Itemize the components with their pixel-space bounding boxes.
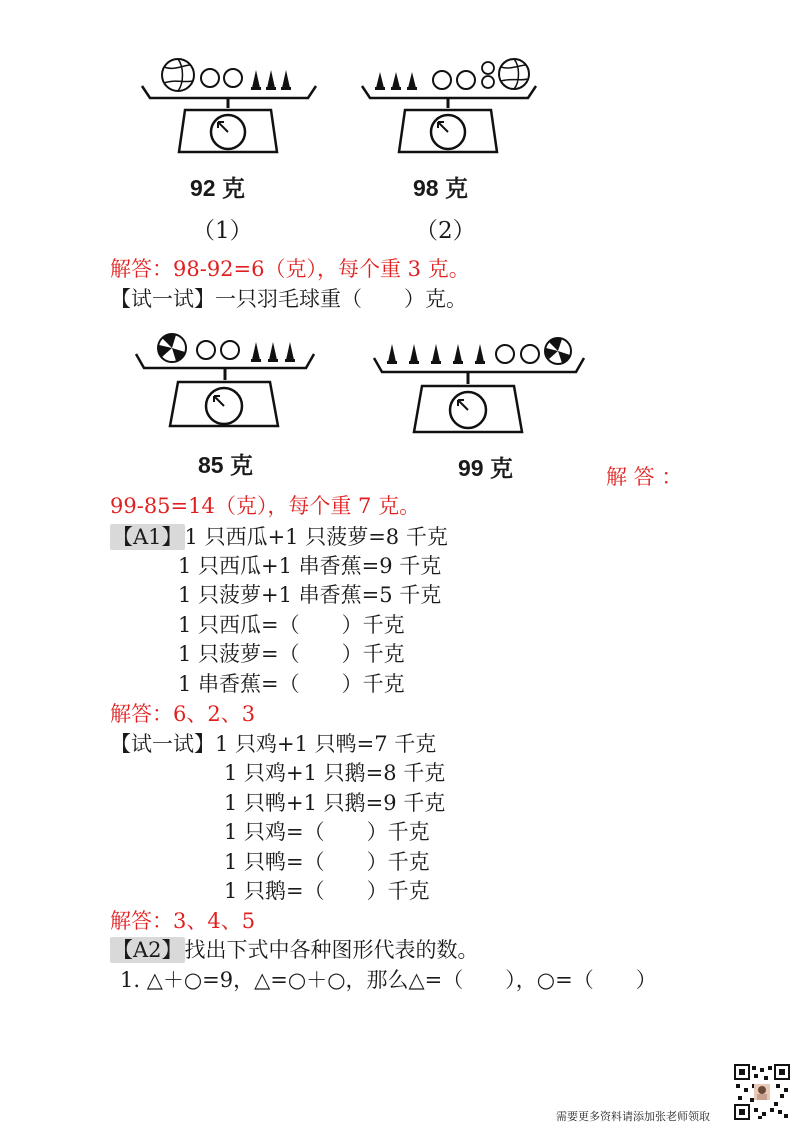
try2-line-4: 1 只鸡=（ ）千克: [224, 820, 430, 844]
scale-2-label: （2）: [415, 218, 476, 244]
ball-icon: [433, 71, 451, 89]
a1-line-6: 1 串香蕉=（ ）千克: [178, 672, 405, 696]
shuttlecock-icon: [251, 70, 261, 90]
scale-1-weight: 92 克: [190, 175, 245, 201]
shuttlecock-icon: [453, 344, 463, 364]
a2-text: 找出下式中各种图形代表的数。: [184, 938, 479, 962]
a1-text: 1 只西瓜+1 只菠萝=8 千克: [184, 525, 448, 549]
shuttlecock-icon: [431, 344, 441, 364]
a1-line-2: 1 只西瓜+1 串香蕉=9 千克: [178, 554, 442, 578]
ball-icon: [482, 62, 494, 88]
ball-icon: [197, 341, 215, 359]
a1-answer: 解答：6、2、3: [110, 702, 256, 726]
scale-2-weight: 98 克: [413, 175, 468, 201]
scale-3-weight: 85 克: [198, 452, 253, 478]
ball-icon: [496, 345, 514, 363]
try2-line-3: 1 只鸭+1 只鹅=9 千克: [224, 791, 446, 815]
a2-heading: [110, 937, 479, 963]
fan-ball-icon: [158, 334, 186, 362]
ball-icon: [221, 341, 239, 359]
shuttlecock-icon: [268, 342, 278, 362]
try2-line-1: [110, 731, 436, 757]
shuttlecock-icon: [387, 344, 397, 364]
scale-3-85g: [130, 330, 320, 430]
scale-4-weight: 99 克: [458, 455, 513, 481]
volleyball-icon: [162, 59, 194, 91]
a1-line-3: 1 只菠萝+1 串香蕉=5 千克: [178, 583, 442, 607]
a1-line-1: [110, 524, 448, 550]
shuttlecock-icon: [266, 70, 276, 90]
shuttlecock-icon: [391, 72, 401, 90]
shuttlecock-icon: [281, 70, 291, 90]
shuttlecock-icon: [375, 72, 385, 90]
scale-1-label: （1）: [192, 218, 253, 244]
try2-answer: 解答：3、4、5: [110, 909, 256, 933]
a1-tag: 【A1】: [112, 525, 183, 549]
answer-2-label: 解 答 ：: [606, 465, 683, 489]
shuttlecock-icon: [285, 342, 295, 362]
scale-2-98g: [360, 58, 540, 158]
shuttlecock-icon: [475, 344, 485, 364]
answer-2: 99-85=14（克），每个重 7 克。: [110, 494, 421, 518]
a1-line-4: 1 只西瓜=（ ）千克: [178, 613, 405, 637]
ball-icon: [521, 345, 539, 363]
ball-icon: [201, 69, 219, 87]
a1-line-5: 1 只菠萝=（ ）千克: [178, 642, 405, 666]
footer-note: 需要更多资料请添加张老师领取: [556, 1110, 710, 1123]
scale-1-92g: [140, 58, 320, 158]
shuttlecock-icon: [409, 344, 419, 364]
shuttlecock-icon: [407, 72, 417, 90]
try2-line-2: 1 只鸡+1 只鹅=8 千克: [224, 761, 446, 785]
try2-text: 1 只鸡+1 只鸭=7 千克: [215, 732, 437, 756]
a2-tag: 【A2】: [112, 938, 183, 962]
qr-code-icon: [734, 1064, 790, 1120]
answer-1: 解答：98-92=6（克），每个重 3 克。: [110, 257, 470, 281]
a2-question-1: 1. △＋○=9，△=○＋○，那么△=（ ），○=（ ）: [120, 968, 657, 992]
ball-icon: [457, 71, 475, 89]
scale-4-99g: [370, 330, 590, 440]
try2-tag: 【试一试】: [110, 732, 215, 756]
volleyball-icon: [499, 59, 529, 89]
try-1: 【试一试】一只羽毛球重（ ）克。: [110, 287, 467, 311]
shuttlecock-icon: [251, 342, 261, 362]
ball-icon: [224, 69, 242, 87]
try2-line-6: 1 只鹅=（ ）千克: [224, 879, 430, 903]
try2-line-5: 1 只鸭=（ ）千克: [224, 850, 430, 874]
fan-ball-icon: [545, 338, 571, 364]
